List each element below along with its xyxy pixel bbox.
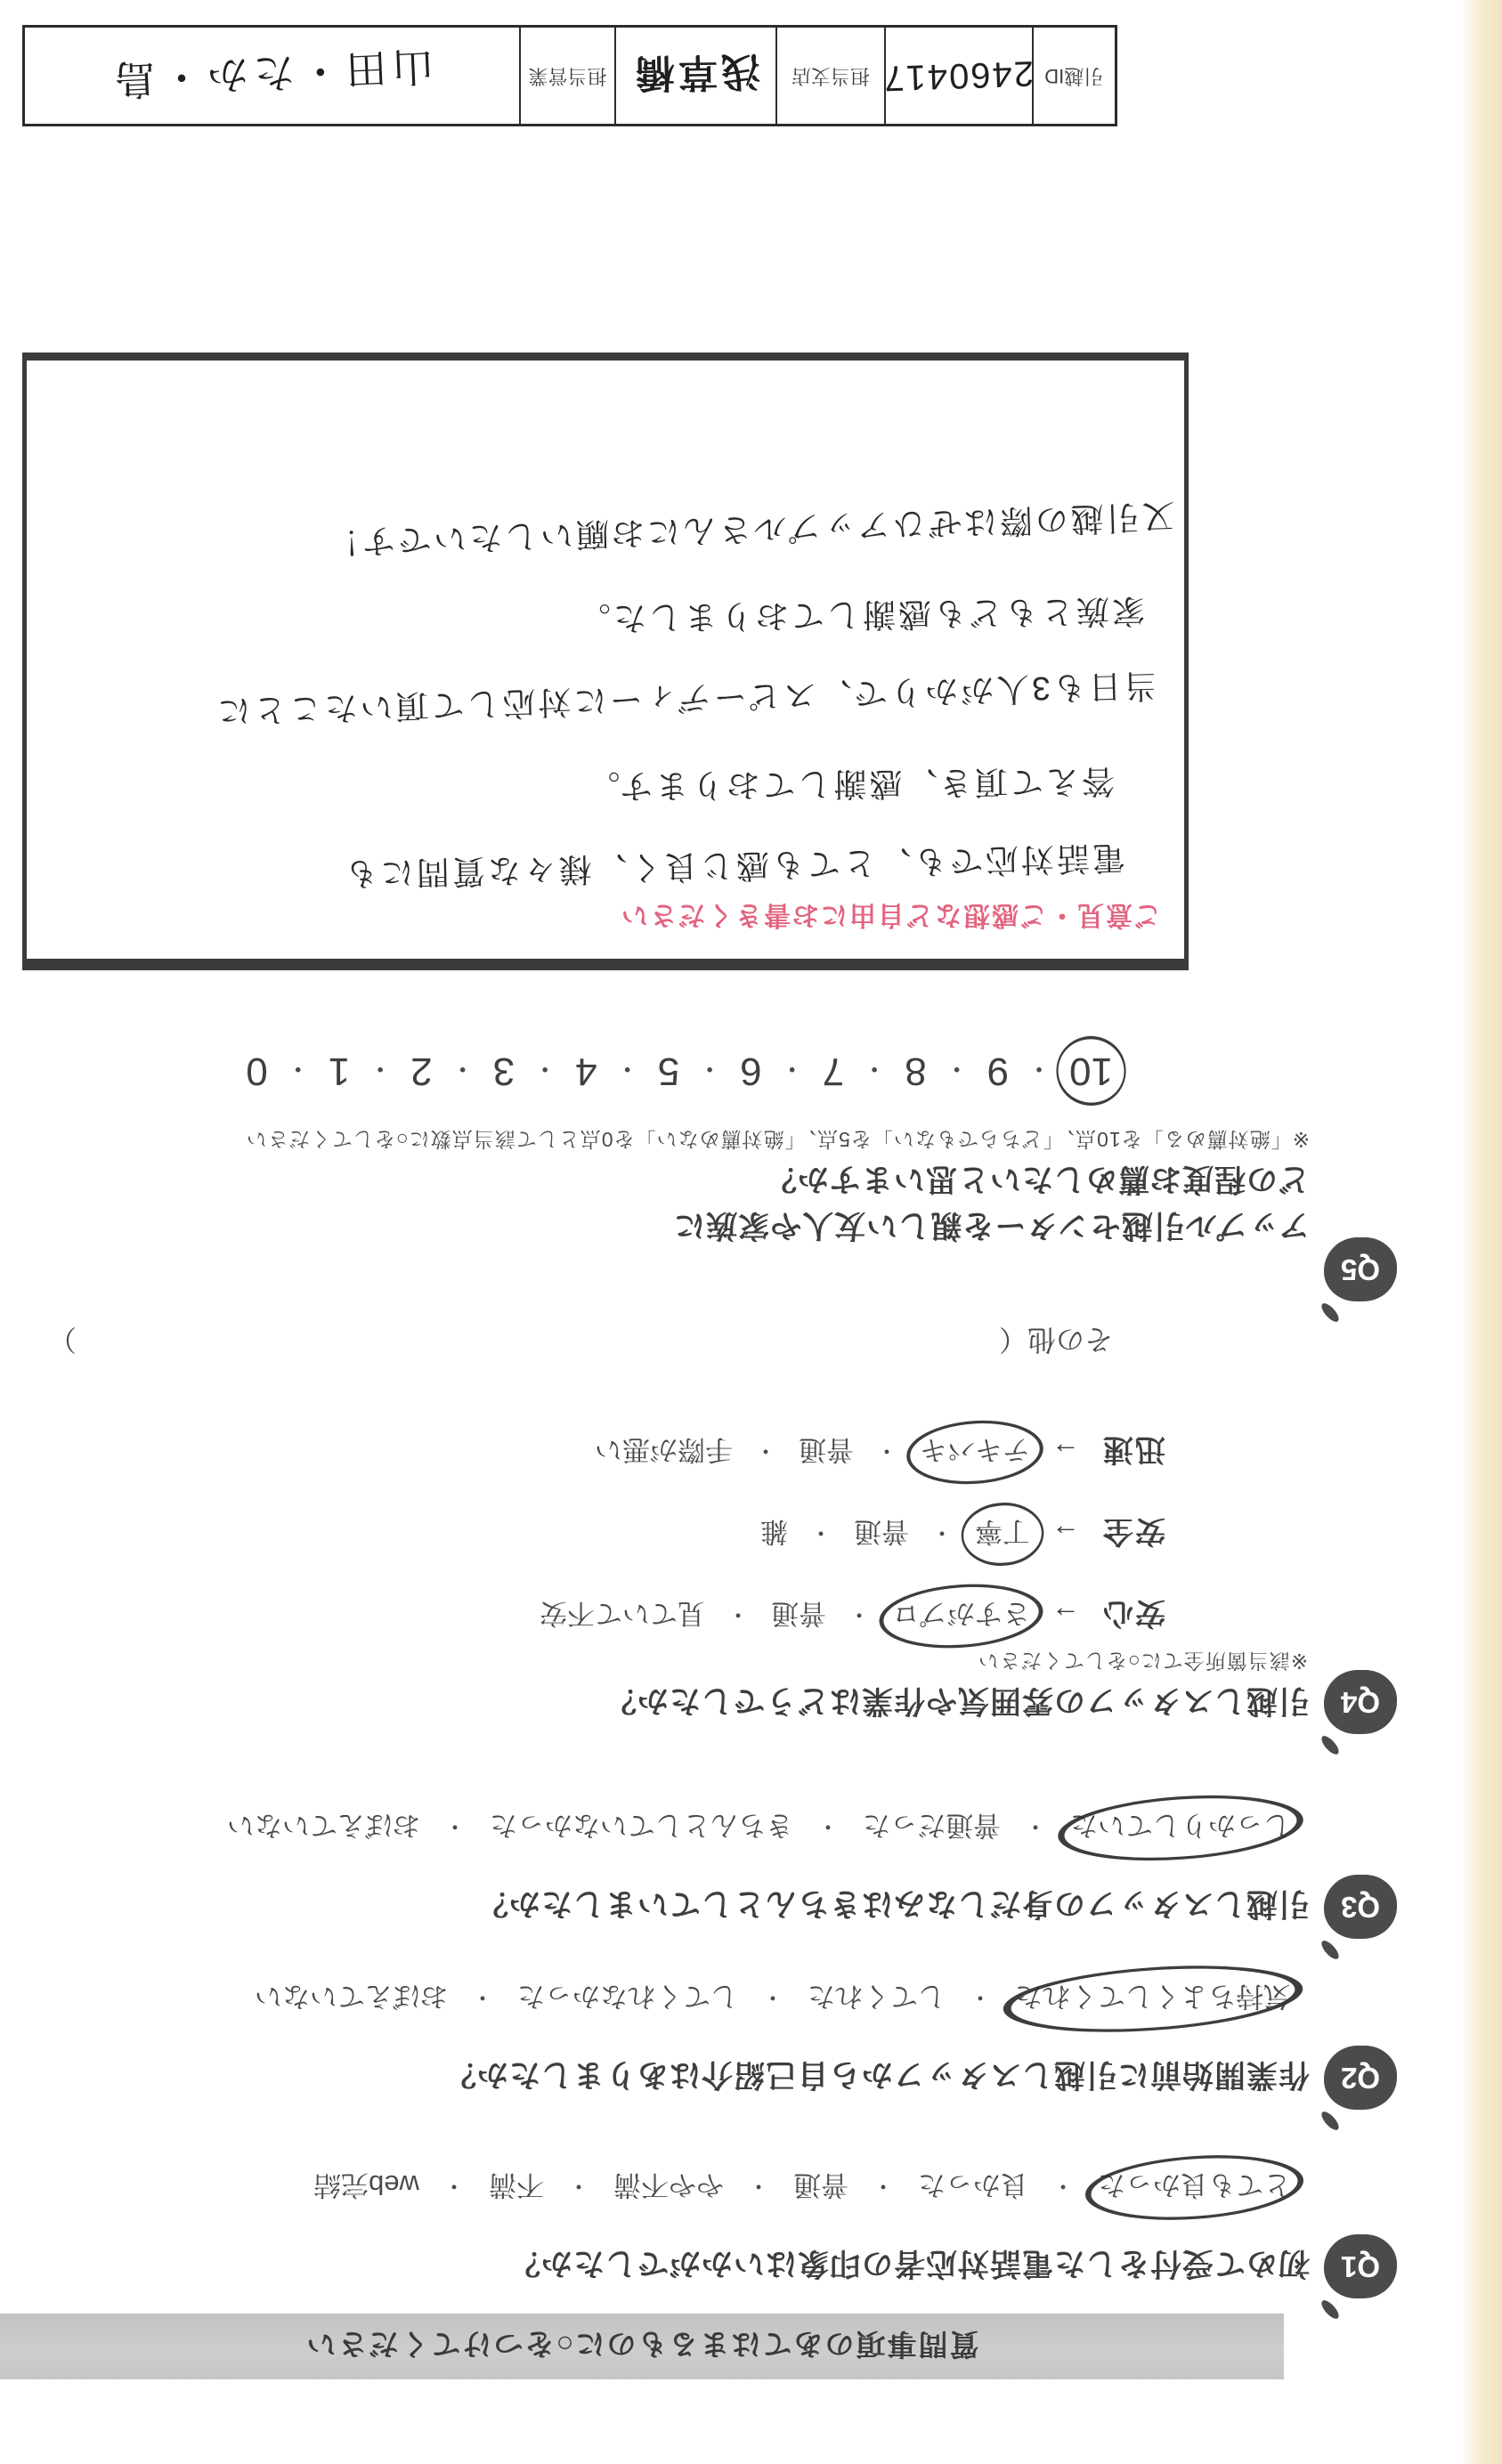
q5-badge-balloon	[1324, 1237, 1397, 1301]
q4-row-anshin	[540, 1594, 1165, 1638]
q5-scale-value: 3	[492, 1050, 516, 1093]
q2-badge-balloon	[1324, 2046, 1397, 2110]
handwritten-circle	[1082, 2146, 1308, 2228]
q5-scale-value: 9	[986, 1050, 1010, 1093]
handwritten-comment-line: 当日も3人がかりで、スピーディーに対応して頂いたことに	[215, 667, 1158, 730]
q5-scale-value: 5	[657, 1050, 680, 1093]
q4-row2-option: 普通	[853, 1516, 909, 1547]
q2-option-selected: 気持ちよくしてくれた	[1015, 1979, 1291, 2019]
q5-scale-value: 1	[328, 1050, 351, 1093]
q4-other-close: ）	[48, 1324, 77, 1356]
option-separator: ・	[470, 1984, 494, 2011]
handwritten-comment-line: 答えて頂き、感謝しております。	[584, 762, 1116, 806]
option-separator: ・	[753, 1438, 777, 1464]
balloon-leaf-icon	[1319, 1301, 1342, 1325]
scale-separator: ・	[613, 1053, 641, 1082]
q5-badge-label: Q5	[1340, 1253, 1381, 1286]
q3-badge-balloon	[1324, 1875, 1397, 1939]
q3-title: 引越しスタッフの身だしなみはきちんとしていましたか？	[475, 1886, 1310, 1921]
option-separator: ・	[442, 1813, 467, 1840]
balloon-leaf-icon	[1319, 2109, 1342, 2133]
q3-option: きちんとしていなかった	[489, 1810, 793, 1841]
branch-label-cell	[777, 28, 885, 124]
q1-option: 普通	[792, 2169, 848, 2201]
option-separator: ・	[808, 1520, 832, 1546]
option-separator: ・	[760, 1984, 784, 2011]
handwritten-comment-line: 家族ともども感謝しておりました。	[574, 592, 1146, 637]
scale-separator: ・	[284, 1053, 312, 1082]
q3-options	[227, 1808, 1291, 1848]
q1-option: 良かった	[917, 2169, 1028, 2201]
scale-separator: ・	[532, 1053, 559, 1082]
handwritten-comment-line: 電話対応でも、とても感じ良く、様々な質問にも	[342, 839, 1126, 893]
handwritten-circle	[904, 1414, 1047, 1491]
paper-edge-shadow	[1461, 0, 1502, 2464]
q1-option: 不満	[488, 2169, 544, 2201]
q4-row2-option-selected: 丁寧	[975, 1514, 1030, 1554]
handwritten-circle	[1054, 1786, 1308, 1869]
q3-option: おぼえていない	[226, 1810, 420, 1841]
q4-row3-option: 手際が悪い	[594, 1434, 733, 1465]
option-separator: ・	[968, 1984, 992, 2011]
staff-info-table	[22, 25, 1117, 126]
move-id-label-cell	[1034, 28, 1115, 124]
q4-row1-option: 普通	[770, 1598, 826, 1629]
sales-rep-value-cell	[25, 28, 521, 124]
branch-value-cell	[616, 28, 777, 124]
q1-option: やや不満	[613, 2169, 724, 2201]
branch-label: 担当支店	[791, 64, 870, 87]
q1-options	[313, 2168, 1291, 2208]
option-separator: ・	[746, 2173, 770, 2200]
q1-badge-label: Q1	[1340, 2250, 1381, 2283]
q2-option: してくれた	[807, 1981, 946, 2012]
balloon-leaf-icon	[1319, 1938, 1342, 1962]
q4-row3-option-selected: テキパキ	[920, 1432, 1030, 1472]
q3-option-selected: しっかりしていた	[1070, 1808, 1291, 1848]
q4-note: ※該当箇所全てに○をしてください	[977, 1649, 1308, 1673]
q1-badge-balloon	[1324, 2234, 1397, 2298]
scale-separator: ・	[943, 1053, 970, 1082]
comment-box	[22, 353, 1189, 970]
q4-row1-option: 見ていて不安	[539, 1598, 705, 1629]
scale-separator: ・	[449, 1053, 476, 1082]
scale-separator: ・	[367, 1053, 394, 1082]
comment-box-header: ご意見・ご感想など自由にお書きください	[620, 900, 1161, 929]
q4-row-anzen	[760, 1512, 1165, 1556]
handwritten-circle	[876, 1577, 1047, 1656]
q4-other-open: その他（	[998, 1324, 1113, 1356]
arrow-icon: →	[1051, 1519, 1080, 1551]
q4-row-label: 安全	[1101, 1514, 1165, 1548]
q4-other-field	[48, 1321, 1113, 1362]
q5-scale-selected: 10	[1069, 1049, 1113, 1093]
q2-option: おぼえていない	[254, 1981, 448, 2012]
q5-title-line2: どの程度お薦めしたいと思いますか？	[764, 1162, 1310, 1196]
option-separator: ・	[1051, 2173, 1075, 2200]
balloon-leaf-icon	[1319, 2298, 1342, 2322]
scale-separator: ・	[861, 1053, 889, 1082]
option-separator: ・	[1023, 1813, 1047, 1840]
q4-row3-option: 普通	[798, 1434, 854, 1465]
handwritten-circle	[958, 1498, 1046, 1570]
move-id-handwritten-value: 2460417	[881, 53, 1035, 99]
q2-badge-label: Q2	[1340, 2062, 1381, 2095]
q4-row2-option: 雑	[759, 1516, 788, 1547]
q3-option: 普通だった	[862, 1810, 1001, 1841]
scale-separator: ・	[696, 1053, 724, 1082]
q5-scale-value: 0	[246, 1050, 268, 1093]
arrow-icon: →	[1051, 1601, 1080, 1633]
option-separator: ・	[566, 2173, 590, 2200]
q4-badge-label: Q4	[1340, 1686, 1381, 1719]
option-separator: ・	[847, 1601, 871, 1628]
handwritten-comment-line: 又引越の際はぜひアップルさんにお願いしたいです！	[323, 497, 1176, 562]
q5-scale-value: 7	[822, 1050, 845, 1093]
q2-option: してくれなかった	[516, 1981, 738, 2012]
q1-option-selected: とても良かった	[1098, 2168, 1291, 2208]
q5-scale-value: 2	[410, 1050, 433, 1093]
sales-rep-label: 担当営業	[528, 64, 607, 87]
option-separator: ・	[871, 2173, 895, 2200]
q2-options	[255, 1979, 1291, 2019]
q1-title: 初めて受付をした電話対応者の印象はいかがでしたか？	[507, 2246, 1310, 2281]
arrow-icon: →	[1051, 1437, 1080, 1469]
move-id-label: 引越ID	[1044, 64, 1104, 87]
q4-title: 引越しスタッフの雰囲気や作業はどうでしたか？	[604, 1683, 1310, 1718]
instruction-bar	[0, 2314, 1284, 2379]
q5-scale-value: 6	[740, 1050, 762, 1093]
handwritten-circle	[999, 1955, 1307, 2043]
q5-scale	[246, 1049, 1113, 1093]
option-separator: ・	[816, 1813, 840, 1840]
sales-rep-handwritten-signature: 山田・たか・島	[109, 43, 435, 103]
q5-scale-value: 8	[905, 1050, 927, 1093]
q5-note: ※「絶対薦める」を10点、「どちらでもない」を5点、「絶対薦めない」を0点として該当点数に○をしてください	[245, 1128, 1310, 1151]
instruction-bar-text: 質問事項のあてはまるものに○をつけてください	[304, 2328, 979, 2362]
scale-separator: ・	[1026, 1053, 1053, 1082]
q4-row-label: 迅速	[1101, 1432, 1165, 1466]
move-id-value-cell	[881, 28, 1035, 124]
q4-row-jinsoku	[595, 1431, 1165, 1474]
scale-separator: ・	[778, 1053, 806, 1082]
option-separator: ・	[442, 2173, 466, 2200]
q5-scale-value: 4	[575, 1050, 597, 1093]
q4-badge-balloon	[1324, 1670, 1397, 1734]
q3-badge-label: Q3	[1340, 1891, 1381, 1924]
option-separator: ・	[874, 1438, 898, 1464]
q5-title-line1: アップル引越センターを親しい友人や家族に	[673, 1208, 1310, 1243]
q2-title: 作業開始前に引越しスタッフから自己紹介はありましたか？	[443, 2057, 1310, 2092]
q4-row-label: 安心	[1101, 1596, 1165, 1630]
sales-rep-label-cell	[521, 28, 616, 124]
q4-row1-option-selected: さすがプロ	[892, 1596, 1030, 1636]
option-separator: ・	[726, 1601, 750, 1628]
handwritten-circle	[1051, 1031, 1132, 1111]
option-separator: ・	[930, 1520, 954, 1546]
balloon-leaf-icon	[1319, 1733, 1342, 1757]
branch-handwritten-value: 浅草橋	[631, 48, 761, 95]
q1-option: web完結	[313, 2169, 419, 2201]
